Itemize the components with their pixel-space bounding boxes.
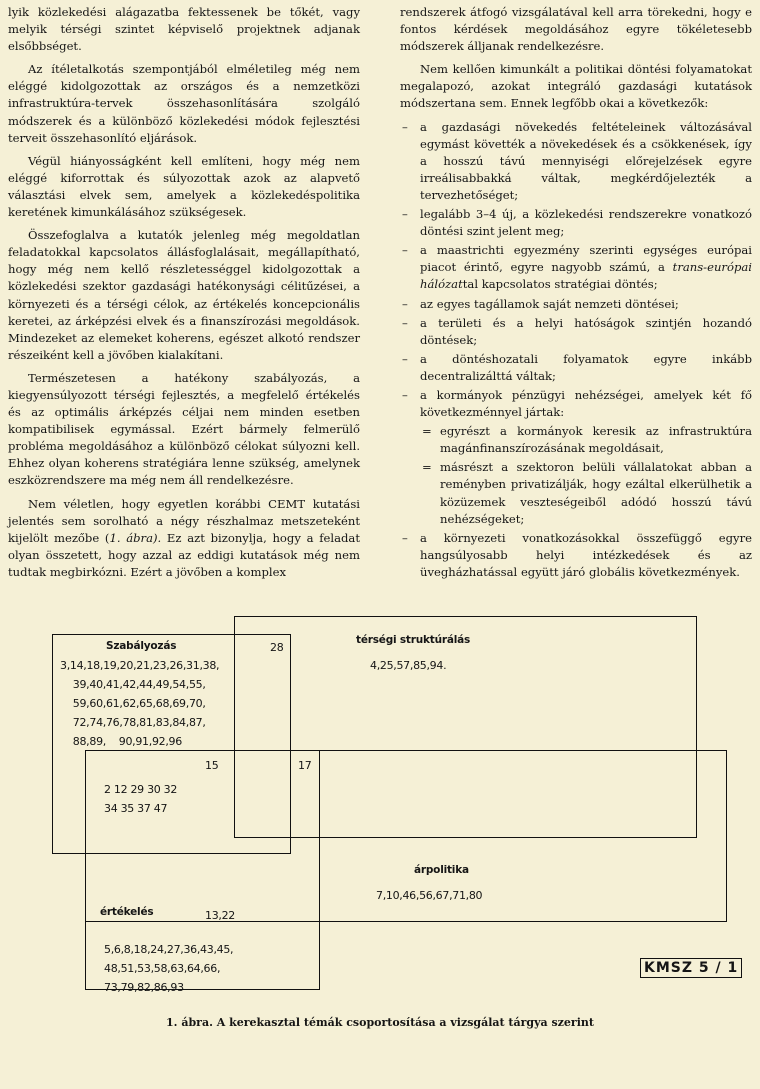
emphasis: trans-európai hálózat — [420, 260, 752, 292]
list-item-text: a maastrichti egyezmény szerinti egységes európai piacot érintő, egyre nagyobb számú, a — [420, 243, 752, 275]
set-numbers-szabalyozas: 3,14,18,19,20,21,23,26,31,38, 39,40,41,42,44,49,54,55, 59,60,61,62,65,68,69,70, 72,74,76,78,81,83,84,87, 88,89, 90,91,92,96 — [60, 659, 220, 748]
list-item: – legalább 3–4 új, a közlekedési rendszerekre vonatkozó döntési szint jelent meg; — [400, 206, 752, 240]
intersection-szab-terseg: 28 — [270, 641, 284, 654]
list-item: – a gazdasági növekedés feltételeinek változásával egymást követték a növekedések és a csökkenések, így a hosszú távú mennyiségi előrejelzések egyre irreálisabbakká váltak, megkérdőjelezték a tervezhetőséget; — [400, 119, 752, 204]
paragraph-text: Ez azt bizonylja, hogy a feladat olyan összetett, hogy azzal az eddigi kutatások még nem tudtak megbirkózni. Ezért a jövőben a komplex — [8, 530, 360, 579]
set-label-tersegi: térségi struktúrálás — [356, 634, 471, 646]
reasons-list — [400, 119, 752, 581]
figure-caption: 1. ábra. A kerekasztal témák csoportosítása a vizsgálat tárgya szerint — [166, 1016, 594, 1029]
set-label-ertekeles: értékelés — [100, 906, 154, 918]
list-item: – a kormányok pénzügyi nehézségei, amelyek két fő következménnyel jártak: — [400, 387, 752, 421]
set-numbers-ertekeles: 5,6,8,18,24,27,36,43,45, 48,51,53,58,63,64,66, 73,79,82,86,93 — [104, 943, 234, 994]
set-label-szabalyozas: Szabályozás — [106, 640, 177, 652]
venn-diagram — [0, 600, 760, 1020]
list-item: – a területi és a helyi hatóságok szintjén hozandó döntések; — [400, 315, 752, 349]
paragraph — [8, 496, 360, 581]
paragraph: Természetesen a hatékony szabályozás, a kiegyensúlyozott térségi fejlesztés, a megfelelő értékelés és az optimális árképzés céljai nem minden esetben kompatibilisek egymással. Ezért bármely felmerülő probléma megoldásához a különböző célokat súlyozni kell. Ehhez olyan koherens stratégiára lenne szükség, amelynek eszközrendszere ma még nem áll rendelkezésre. — [8, 370, 360, 488]
list-item: – a környezeti vonatkozásokkal összefüggő egyre hangsúlyosabb helyi intézkedések és az üvegházhatással együtt járó globális következmények. — [400, 530, 752, 581]
list-item: – a döntéshozatali folyamatok egyre inkább decentralizálttá váltak; — [400, 351, 752, 385]
figure-reference: 1. ábra). — [109, 530, 162, 545]
list-item — [400, 242, 752, 293]
left-text-column — [8, 4, 360, 587]
set-numbers-tersegi: 4,25,57,85,94. — [370, 659, 447, 672]
list-item-text: tal kapcsolatos stratégiai döntés; — [462, 277, 658, 292]
right-text-column — [400, 4, 752, 583]
paragraph: Nem kellően kimunkált a politikai döntési folyamatokat megalapozó, azokat integráló gazdasági kutatások módszertana sem. Ennek legfőbb okai a következők: — [400, 62, 752, 111]
paragraph-text: Nem véletlen, hogy egyetlen korábbi CEMT kutatási jelentés sem sorolható a négy részhalmaz metszeteként kijelölt mezőbe ( — [8, 496, 360, 545]
paragraph: Az ítéletalkotás szempontjából elméletileg még nem eléggé kidolgozottak az országos és a nemzetközi infrastruktúra-tervek összehasonlítására szolgáló módszerek és a különböző közlekedési módok fejlesztési terveit összehasonlító eljárások. — [8, 62, 360, 145]
paragraph: lyik közlekedési alágazatba fektessenek be tőkét, vagy melyik térségi szintet képviselő projektnek adjanak elsőbbséget. — [8, 5, 360, 54]
sub-list-item: = egyrészt a kormányok keresik az infrastruktúra magánfinanszírozásának megoldásait, — [400, 423, 752, 457]
intersection-szab-arp-terseg: 17 — [298, 759, 312, 772]
intersection-szab-arp: 15 — [205, 759, 219, 772]
set-label-arpolitika: árpolitika — [414, 864, 469, 876]
figure-code-tag: KMSZ 5 / 1 — [640, 958, 742, 978]
sub-list-item: = másrészt a szektoron belüli vállalatokat abban a reményben privatizálják, hogy ezáltal elkerülhetik a közüzemek veszteségeiből adódó hosszú távú nehézségeket; — [400, 459, 752, 527]
paragraph: Összefoglalva a kutatók jelenleg még megoldatlan feladatokkal kapcsolatos állásfoglalásait, megállapítható, hogy még nem kellő részletességgel kidolgozottak a közlekedési szektor gazdasági hatékonysági célitűzései, a környezeti és a térségi célok, az értékelés koncepcionális keretei, az árképzési elvek és a finanszírozási megoldások. Mindezeket az elemeket koherens, egészet alkotó rendszer részeiként kell a jövőben kialakítani. — [8, 228, 360, 362]
paragraph: Végül hiányosságként kell említeni, hogy még nem eléggé kiforrottak és súlyozottak azok az alapvető választási elvek sem, amelyek a közlekedéspolitika keretének kimunkálásához szükségesek. — [8, 153, 360, 220]
set-numbers-arpolitika: 7,10,46,56,67,71,80 — [376, 889, 483, 902]
list-item: – az egyes tagállamok saját nemzeti döntései; — [400, 296, 752, 313]
intersection-szab-arp-ert: 2 12 29 30 32 34 35 37 47 — [104, 783, 178, 815]
paragraph: rendszerek átfogó vizsgálatával kell arra törekedni, hogy e fontos kérdések megoldásához egyre tökéletesebb módszerek álljanak rendelkezésre. — [400, 5, 752, 54]
intersection-arp-ert: 13,22 — [205, 909, 235, 922]
